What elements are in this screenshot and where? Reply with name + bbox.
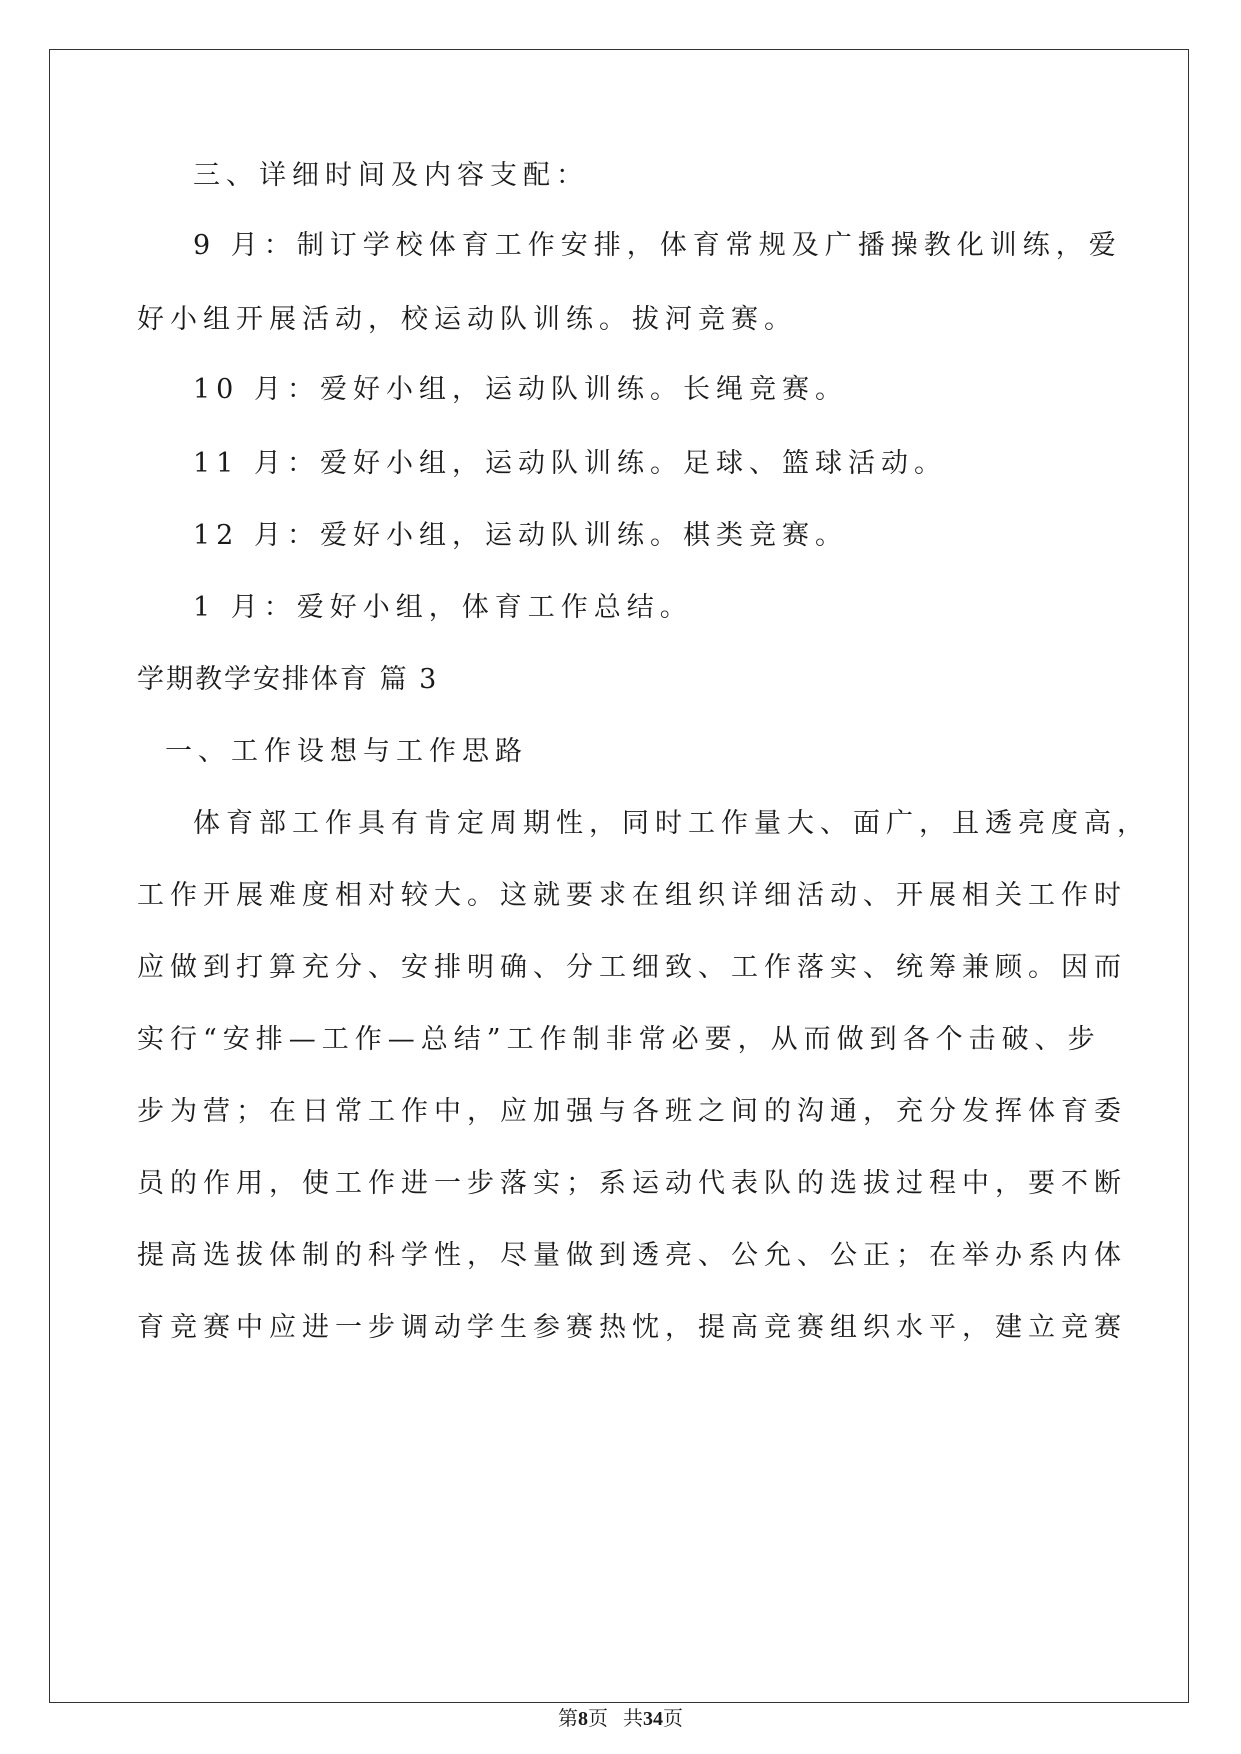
footer-page-number: 8 [578, 1708, 588, 1730]
page-border [49, 49, 1189, 1703]
paragraph-line: 1 月：爱好小组，体育工作总结。 [193, 592, 693, 623]
article-title: 学期教学安排体育 篇 3 [137, 664, 439, 695]
paragraph-line: 10 月：爱好小组，运动队训练。长绳竞赛。 [193, 374, 848, 405]
paragraph-line: 育竞赛中应进一步调动学生参赛热忱，提高竞赛组织水平，建立竞赛 [137, 1312, 1127, 1343]
paragraph-line: 步为营；在日常工作中，应加强与各班之间的沟通，充分发挥体育委 [137, 1096, 1127, 1127]
paragraph-line: 11 月：爱好小组，运动队训练。足球、篮球活动。 [193, 448, 947, 479]
section-heading: 一、工作设想与工作思路 [165, 736, 528, 767]
paragraph-line: 12 月：爱好小组，运动队训练。棋类竞赛。 [193, 520, 848, 551]
footer-total-pages: 34 [643, 1708, 663, 1730]
section-heading: 三、详细时间及内容支配： [193, 160, 589, 191]
footer-suffix: 页 [663, 1708, 683, 1730]
paragraph-line: 员的作用，使工作进一步落实；系运动代表队的选拔过程中，要不断 [137, 1168, 1127, 1199]
paragraph-line: 实行“安排—工作—总结”工作制非常必要，从而做到各个击破、步 [137, 1024, 1101, 1055]
paragraph-line: 应做到打算充分、安排明确、分工细致、工作落实、统筹兼顾。因而 [137, 952, 1127, 983]
paragraph-line: 体育部工作具有肯定周期性，同时工作量大、面广，且透亮度高， [193, 808, 1150, 839]
paragraph-line: 好小组开展活动，校运动队训练。拔河竞赛。 [137, 304, 797, 335]
footer-prefix: 第 [558, 1708, 578, 1730]
footer-mid: 页 共 [588, 1708, 643, 1730]
paragraph-line: 提高选拔体制的科学性，尽量做到透亮、公允、公正；在举办系内体 [137, 1240, 1127, 1271]
paragraph-line: 9 月：制订学校体育工作安排，体育常规及广播操教化训练，爱 [193, 230, 1122, 261]
page-footer [0, 1702, 1241, 1731]
paragraph-line: 工作开展难度相对较大。这就要求在组织详细活动、开展相关工作时 [137, 880, 1127, 911]
